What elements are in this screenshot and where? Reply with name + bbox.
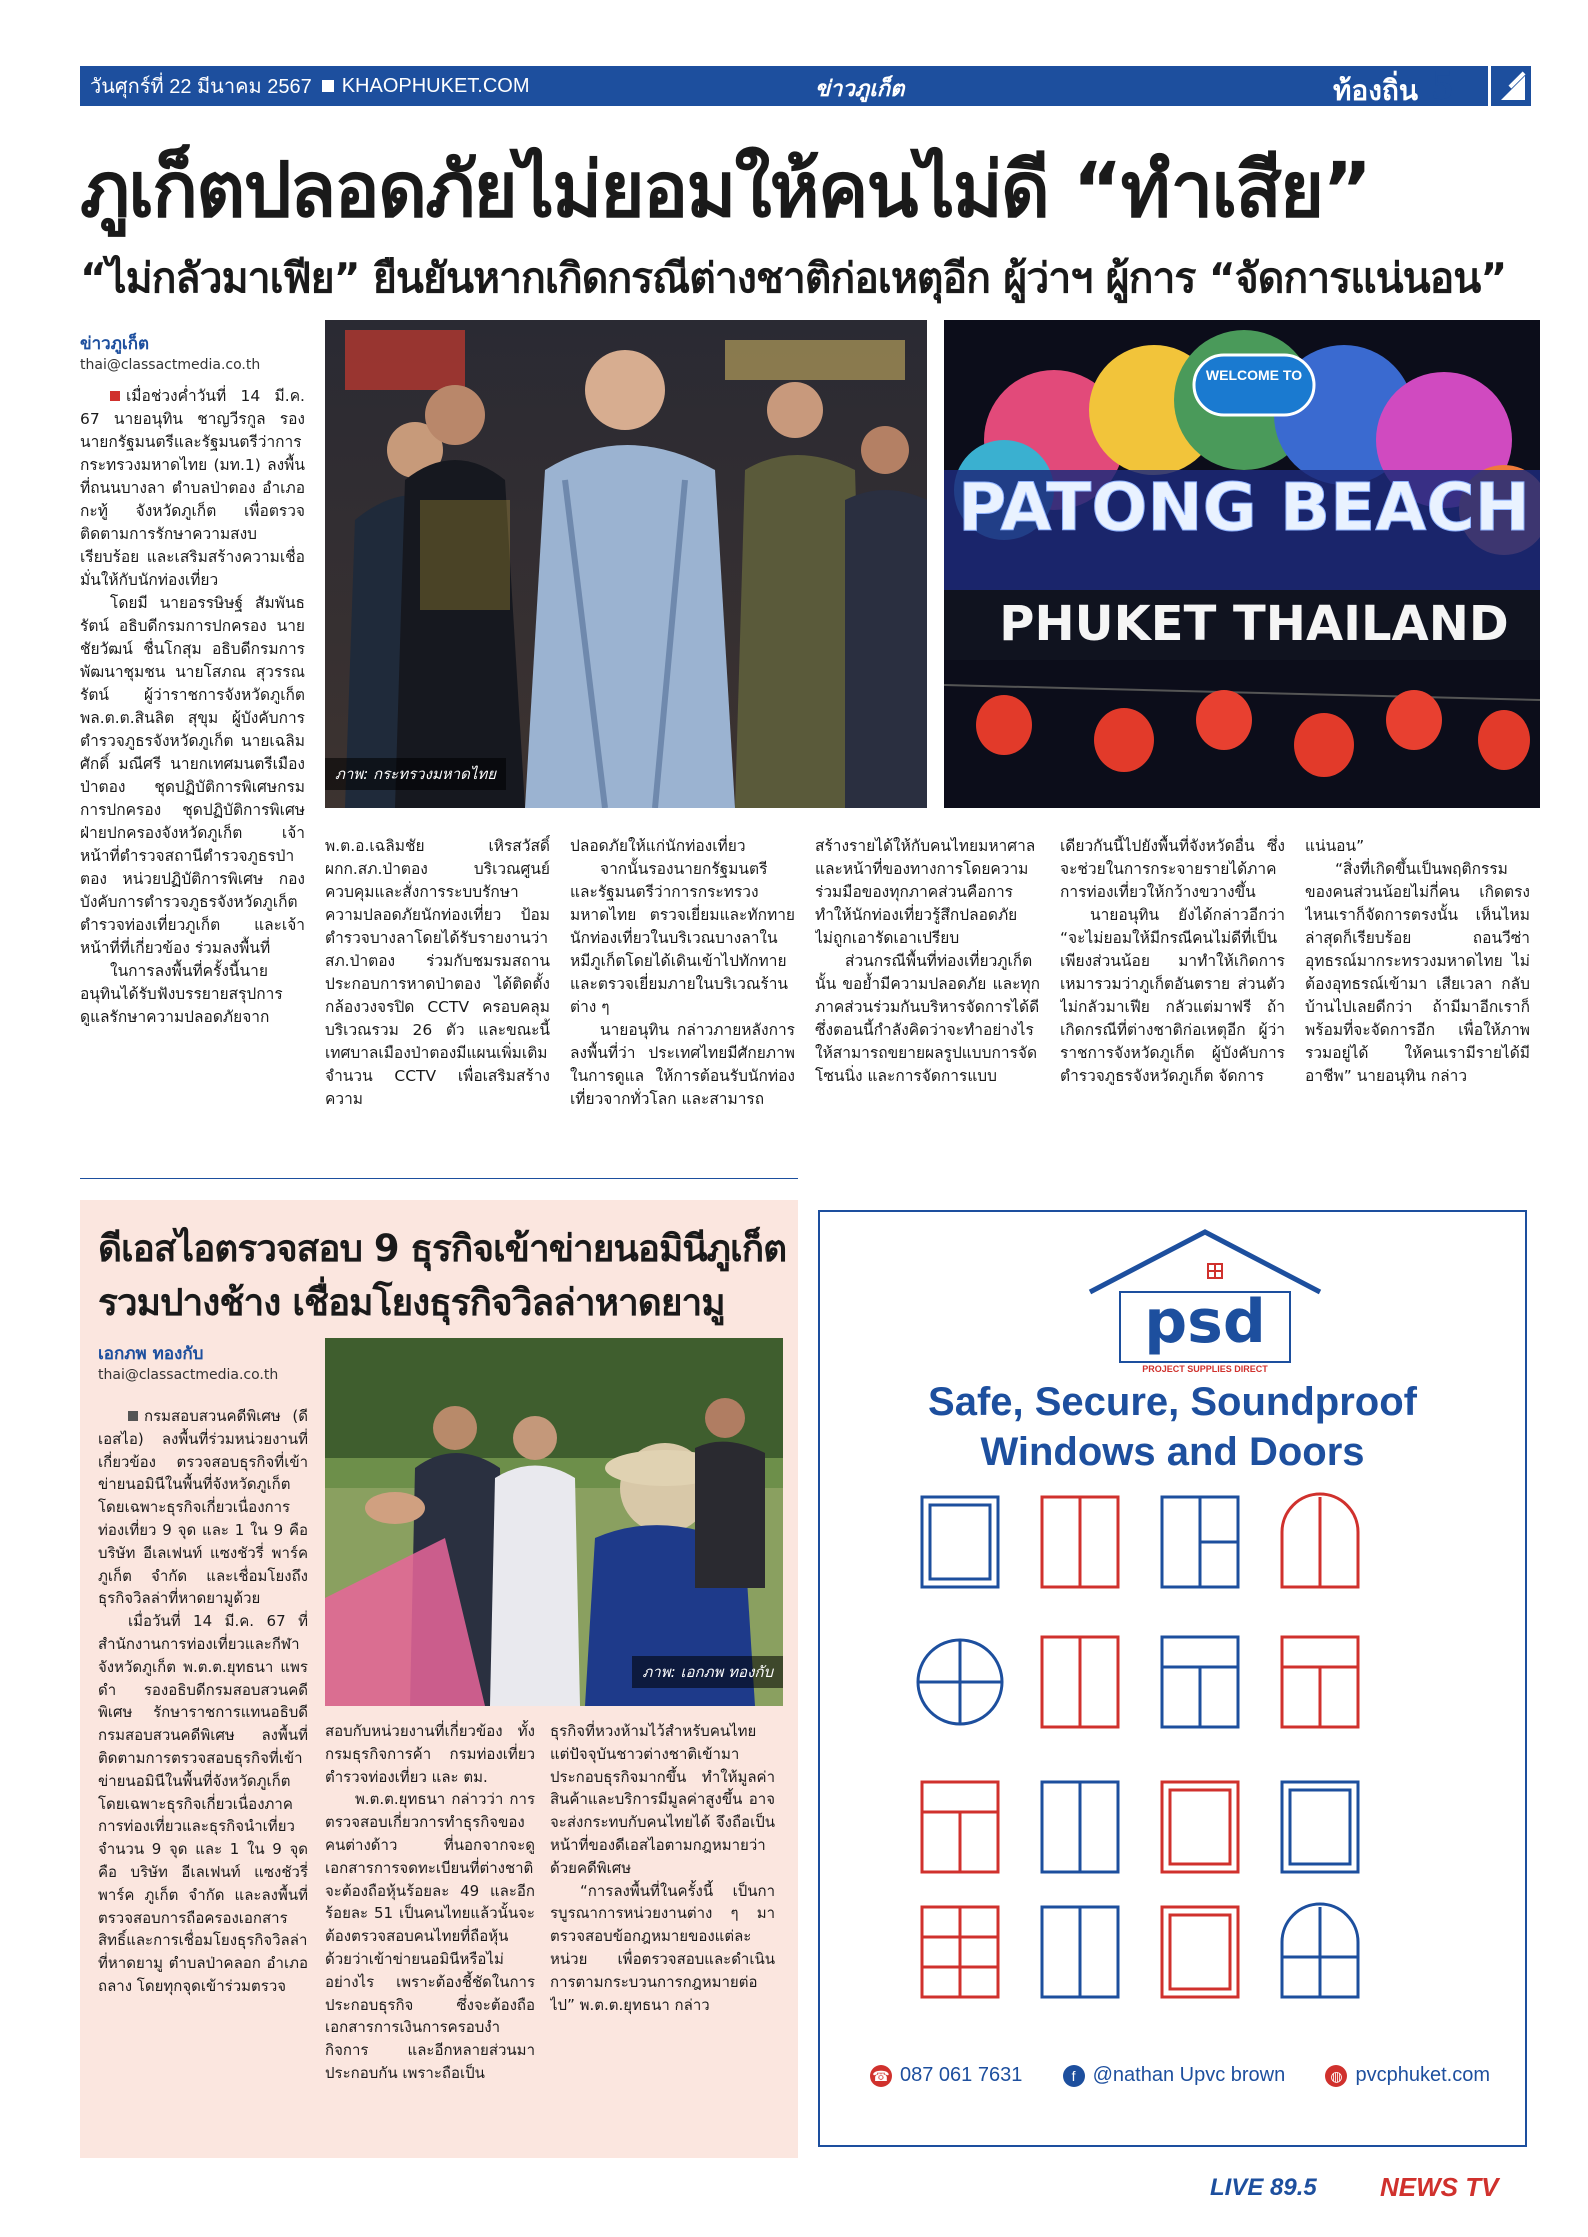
main-subhead: “ไม่กลัวมาเฟีย” ยืนยันหากเกิดกรณีต่างชาติก่อเหตุอีก ผู้ว่าฯ ผู้การ “จัดการแน่นอน” [80,254,1507,302]
dsi-byline [98,1340,278,1383]
dsi-byline-email[interactable]: thai@classactmedia.co.th [98,1367,279,1383]
header-bar [80,66,1488,106]
dsi-story-box [80,1200,798,2158]
main-headline: ภูเก็ตปลอดภัยไม่ยอมให้คนไม่ดี “ทำเสีย” [80,145,1371,234]
main-col1-para3: ในการลงพื้นที่ครั้งนี้นายอนุทินได้รับฟังบรรยายสรุปการดูแลรักษาความปลอดภัยจาก [80,962,283,1026]
byline-name: ข่าวภูเก็ต [80,334,150,354]
facebook-icon: f [1063,2065,1085,2087]
dsi-col3-para1: ธุรกิจที่หวงห้ามไว้สำหรับคนไทย แต่ปัจจุบันชาวต่างชาติเข้ามาประกอบธุรกิจมากขึ้น ทำให้มูลค่าสินค้าและบริการมีมูลค่าสูงขึ้น อาจจะส่งกระทบกับคนไทยได้ จึงถือเป็นหน้าที่ของดีเอสไอตามกฎหมายว่าด้วยคดีพิเศษ [550,1722,775,1877]
window-icon [1042,1782,1118,1872]
window-icon [1042,1907,1118,1997]
window-icon [1162,1782,1238,1872]
tagline-line2: Windows and Doors [980,1430,1365,1474]
phone-icon: ☎ [870,2065,892,2087]
window-icon [922,1907,998,1997]
main-col-1 [80,385,305,1145]
window-icon [1042,1637,1118,1727]
main-col5-para2: นายอนุทิน ยังได้กล่าวอีกว่า “จะไม่ยอมให้มีกรณีคนไม่ดีที่เป็นเพียงส่วนน้อย มาทำให้เกิดการเหมารวมว่าภูเก็ตอันตราย ส่วนตัวไม่กลัวมาเฟีย กลัวแต่มาฟรี ถ้าเกิดกรณีที่ต่างชาติก่อเหตุอีก ผู้ว่าราชการจังหวัดภูเก็ต ผู้บังคับการตำรวจภูธรจังหวัดภูเก็ต จัดการ [1060,906,1285,1085]
corner-arrow-icon [1491,66,1531,106]
lead-marker-icon [110,391,120,401]
dsi-col1-para1: กรมสอบสวนคดีพิเศษ (ดีเอสไอ) ลงพื้นที่ร่วมหน่วยงานที่เกี่ยวข้อง ตรวจสอบธุรกิจที่เข้าข่ายนอมินีในพื้นที่จังหวัดภูเก็ต โดยเฉพาะธุรกิจเกี่ยวเนื่องการท่องเที่ยว 9 จุด และ 1 ใน 9 คือ บริษัท อีเลเฟนท์ แซงชัวรี่ พาร์ค ภูเก็ต จำกัด และเชื่อมโยงถึงธุรกิจวิลล่าที่หาดยามูด้วย [98,1407,308,1608]
main-col4-para2: ส่วนกรณีพื้นที่ท่องเที่ยวภูเก็ตนั้น ขอย้ำมีความปลอดภัย และทุกภาคส่วนร่วมกันบริหารจัดการได้ดี ซึ่งตอนนี้กำลังคิดว่าจะทำอย่างไรให้สามารถขยายผลรูปแบบการจัดโซนนิ่ง และการจัดการแบบ [815,952,1040,1085]
dsi-col-2 [325,1720,535,2145]
dsi-col3-para2: “การลงพื้นที่ในครั้งนี้ เป็นการบูรณาการหน่วยงานต่าง ๆ มาตรวจสอบข้อกฎหมายของแต่ละหน่วย เพื่อตรวจสอบและดำเนินการตามกระบวนการกฎหมายต่อไป” พ.ต.ต.ยุทธนา กล่าว [550,1881,775,2014]
window-icon [922,1782,998,1872]
page-number: 5 [1432,63,1453,109]
section-divider [80,1178,798,1179]
photo1-caption: ภาพ: กระทรวงมหาดไทย [325,758,506,790]
window-icon [1162,1637,1238,1727]
site-name[interactable]: KHAOPHUKET.COM [341,74,530,97]
issue-date: วันศุกร์ที่ 22 มีนาคม 2567 [90,76,312,98]
psd-logo [820,1212,1525,1377]
contact-facebook[interactable]: f @nathan Upvc brown [1063,2064,1286,2087]
news-tv-logo[interactable]: NEWS TV [1380,2172,1499,2202]
separator-square [322,80,334,92]
main-col6-para1: แน่นอน” [1305,837,1365,855]
window-icon [1162,1907,1238,1997]
main-col3-para3: นายอนุทิน กล่าวภายหลังการลงพื้นที่ว่า ประเทศไทยมีศักยภาพในการดูแล ให้การต้อนรับนักท่องเที่ยวจากทั่วโลก และสามารถ [570,1021,795,1108]
window-icon [1282,1494,1358,1587]
main-col-4 [815,835,1040,1147]
dsi-byline-name: เอกภพ ทองกับ [98,1344,204,1364]
tagline-line1: Safe, Secure, Soundproof [928,1380,1417,1424]
contact-website[interactable]: ◍ pvcphuket.com [1325,2064,1490,2087]
main-col-6 [1305,835,1530,1147]
live-radio-logo[interactable]: LIVE 89.5 [1210,2174,1317,2201]
photo-minister-walkabout [325,320,927,808]
main-col3-para2: จากนั้นรองนายกรัฐมนตรีและรัฐมนตรีว่าการกระทรวงมหาดไทย ตรวจเยี่ยมและทักทายนักท่องเที่ยวในบริเวณบางลาในหมีภูเก็ตโดยได้เดินเข้าไปทักทายและตรวจเยี่ยมภายในบริเวณร้านต่าง ๆ [570,860,795,1016]
psd-logo-sub: PROJECT SUPPLIES DIRECT [1142,1364,1268,1374]
window-icon [1282,1782,1358,1872]
main-col1-para2: โดยมี นายอรรษิษฐ์ สัมพันธรัตน์ อธิบดีกรมการปกครอง นายชัยวัฒน์ ชื่นโกสุม อธิบดีกรมการพัฒนาชุมชน นายโสภณ สุวรรณรัตน์ ผู้ว่าราชการจังหวัดภูเก็ต พล.ต.ต.สินลิต สุขุม ผู้บังคับการตำรวจภูธรจังหวัดภูเก็ต นายเฉลิมศักดิ์ มณีศรี นายกเทศมนตรีเมืองป่าตอง ชุดปฏิบัติการพิเศษกรมการปกครอง ชุดปฏิบัติการพิเศษฝ่ายปกครองจังหวัดภูเก็ต เจ้าหน้าที่ตำรวจสถานีตำรวจภูธรป่าตอง หน่วยปฏิบัติการพิเศษ กองบังคับการตำรวจภูธรจังหวัดภูเก็ต ตำรวจท่องเที่ยวภูเก็ต และเจ้าหน้าที่ที่เกี่ยวข้อง ร่วมลงพื้นที่ [80,594,305,957]
advert-tagline [820,1377,1525,1477]
photo-patong-sign [944,320,1540,808]
window-icon [922,1497,998,1587]
paper-brand: ข่าวภูเก็ต [815,76,905,101]
main-col-3 [570,835,795,1147]
sign-line1: PATONG BEACH [958,469,1530,546]
dsi-col2-para1: สอบกับหน่วยงานที่เกี่ยวข้อง ทั้งกรมธุรกิจการค้า กรมท่องเที่ยว ตำรวจท่องเที่ยว และ ตม. [325,1722,535,1786]
sign-welcome-text: WELCOME TO [1205,367,1303,383]
dsi-col2-para2: พ.ต.ต.ยุทธนา กล่าวว่า การตรวจสอบเกี่ยวการทำธุรกิจของคนต่างด้าว ที่นอกจากจะดูเอกสารการจดทะเบียนที่ต่างชาติจะต้องถือหุ้นร้อยละ 49 และอีกร้อยละ 51 เป็นคนไทยแล้วนั้นจะต้องตรวจสอบคนไทยที่ถือหุ้นด้วยว่าเข้าข่ายนอมินีหรือไม่อย่างไร เพราะต้องชี้ชัดในการประกอบธุรกิจ ซึ่งจะต้องถือเอกสารการเงินการครอบงำกิจการ และอีกหลายส่วนมาประกอบกัน เพราะถือเป็น [325,1790,535,2082]
dsi-col1-para2: เมื่อวันที่ 14 มี.ค. 67 ที่สำนักงานการท่องเที่ยวและกีฬาจังหวัดภูเก็ต พ.ต.ต.ยุทธนา แพรดำ รองอธิบดีกรมสอบสวนคดีพิเศษ รักษาราชการแทนอธิบดีกรมสอบสวนคดีพิเศษ ลงพื้นที่ติดตามการตรวจสอบธุรกิจที่เข้าข่ายนอมินีในพื้นที่จังหวัดภูเก็ต โดยเฉพาะธุรกิจเกี่ยวเนื่องภาคการท่องเที่ยวและธุรกิจนำเที่ยว จำนวน 9 จุด และ 1 ใน 9 จุด คือ บริษัท อีเลเฟนท์ แซงชัวรี่ พาร์ค ภูเก็ต จำกัด และลงพื้นที่ตรวจสอบการถือครองเอกสารสิทธิ์และการเชื่อมโยงธุรกิจวิลล่า ที่หาดยามู ตำบลป่าคลอก อำเภอถลาง โดยทุกจุดเข้าร่วมตรวจ [98,1612,308,1995]
main-col3-para1: ปลอดภัยให้แก่นักท่องเที่ยว [570,837,746,855]
psd-advert[interactable] [818,1210,1527,2147]
main-col-5 [1060,835,1285,1147]
window-icon [1042,1497,1118,1587]
footer-logos [1210,2168,1530,2208]
main-col4-para1: สร้างรายได้ให้กับคนไทยมหาศาล และหน้าที่ของทางการโดยความร่วมมือของทุกภาคส่วนคือการทำให้นักท่องเที่ยวรู้สึกปลอดภัย ไม่ถูกเอารัดเอาเปรียบ [815,837,1036,947]
window-icon [1282,1637,1358,1727]
sign-line2: PHUKET THAILAND [999,596,1509,652]
window-icon [1162,1497,1238,1587]
byline-email[interactable]: thai@classactmedia.co.th [80,357,261,373]
dsi-col-3 [550,1720,775,2145]
psd-logo-text: psd [1144,1287,1266,1357]
dsi-col-1 [98,1405,308,2145]
dsi-photo-caption: ภาพ: เอกภพ ทองกับ [632,1656,783,1688]
main-col2-para1: พ.ต.อ.เฉลิมชัย เหิรสวัสดิ์ ผกก.สภ.ป่าตอง บริเวณศูนย์ควบคุมและสั่งการระบบรักษาความปลอดภัยนักท่องเที่ยว ป้อมตำรวจบางลาโดยได้รับรายงานว่า สภ.ป่าตอง ร่วมกับชมรมสถานประกอบการหาดป่าตอง ได้ติดตั้งกล้องวงจรปิด CCTV ครอบคลุมบริเวณรวม 26 ตัว และขณะนี้เทศบาลเมืองป่าตองมีแผนเพิ่มเติมจำนวน CCTV เพื่อเสริมสร้างความ [325,837,550,1108]
window-icon [918,1640,1002,1724]
dsi-headline: ดีเอสไอตรวจสอบ 9 ธุรกิจเข้าข่ายนอมินีภูเก็ต รวมปางช้าง เชื่อมโยงธุรกิจวิลล่าหาดยามู [98,1227,787,1324]
main-col1-para1: เมื่อช่วงค่ำวันที่ 14 มี.ค. 67 นายอนุทิน ชาญวีรกูล รองนายกรัฐมนตรีและรัฐมนตรีว่าการกระทรวงมหาดไทย (มท.1) ลงพื้นที่ถนนบางลา ตำบลป่าตอง อำเภอกะทู้ จังหวัดภูเก็ต เพื่อตรวจติดตามการรักษาความสงบเรียบร้อย และเสริมสร้างความเชื่อมั่นให้กับนักท่องเที่ยว [80,387,305,589]
window-icons-grid [820,1492,1525,2052]
section-name: ท้องถิ่น [1332,75,1418,106]
photo-dsi-inspection [325,1338,783,1706]
main-col6-para2: “สิ่งที่เกิดขึ้นเป็นพฤติกรรมของคนส่วนน้อยไม่กี่คน เกิดตรงไหนเราก็จัดการตรงนั้น เห็นไหมล่าสุดก็เรียบร้อย ถอนวีซ่า อุทธรณ์มากระทรวงมหาดไทย ไม่ต้องอุทธรณ์เข้ามา เสียเวลา กลับบ้านไปเลยดีกว่า ถ้ามีมาอีกเราก็พร้อมที่จะจัดการอีก เพื่อให้ภาพรวมอยู่ได้ ให้คนเรามีรายได้มีอาชีพ” นายอนุทิน กล่าว [1305,860,1530,1085]
dsi-lead-marker-icon [128,1411,138,1421]
contact-phone[interactable]: ☎ 087 061 7631 [870,2064,1022,2087]
main-col5-para1: เดียวกันนี้ไปยังพื้นที่จังหวัดอื่น ซึ่งจะช่วยในการกระจายรายได้ภาคการท่องเที่ยวให้กว้างขวางขึ้น [1060,837,1285,901]
window-icon [1282,1904,1358,1997]
main-byline [80,330,310,373]
globe-icon: ◍ [1325,2065,1347,2087]
advert-contacts [870,2064,1490,2087]
main-col-2 [325,835,550,1147]
